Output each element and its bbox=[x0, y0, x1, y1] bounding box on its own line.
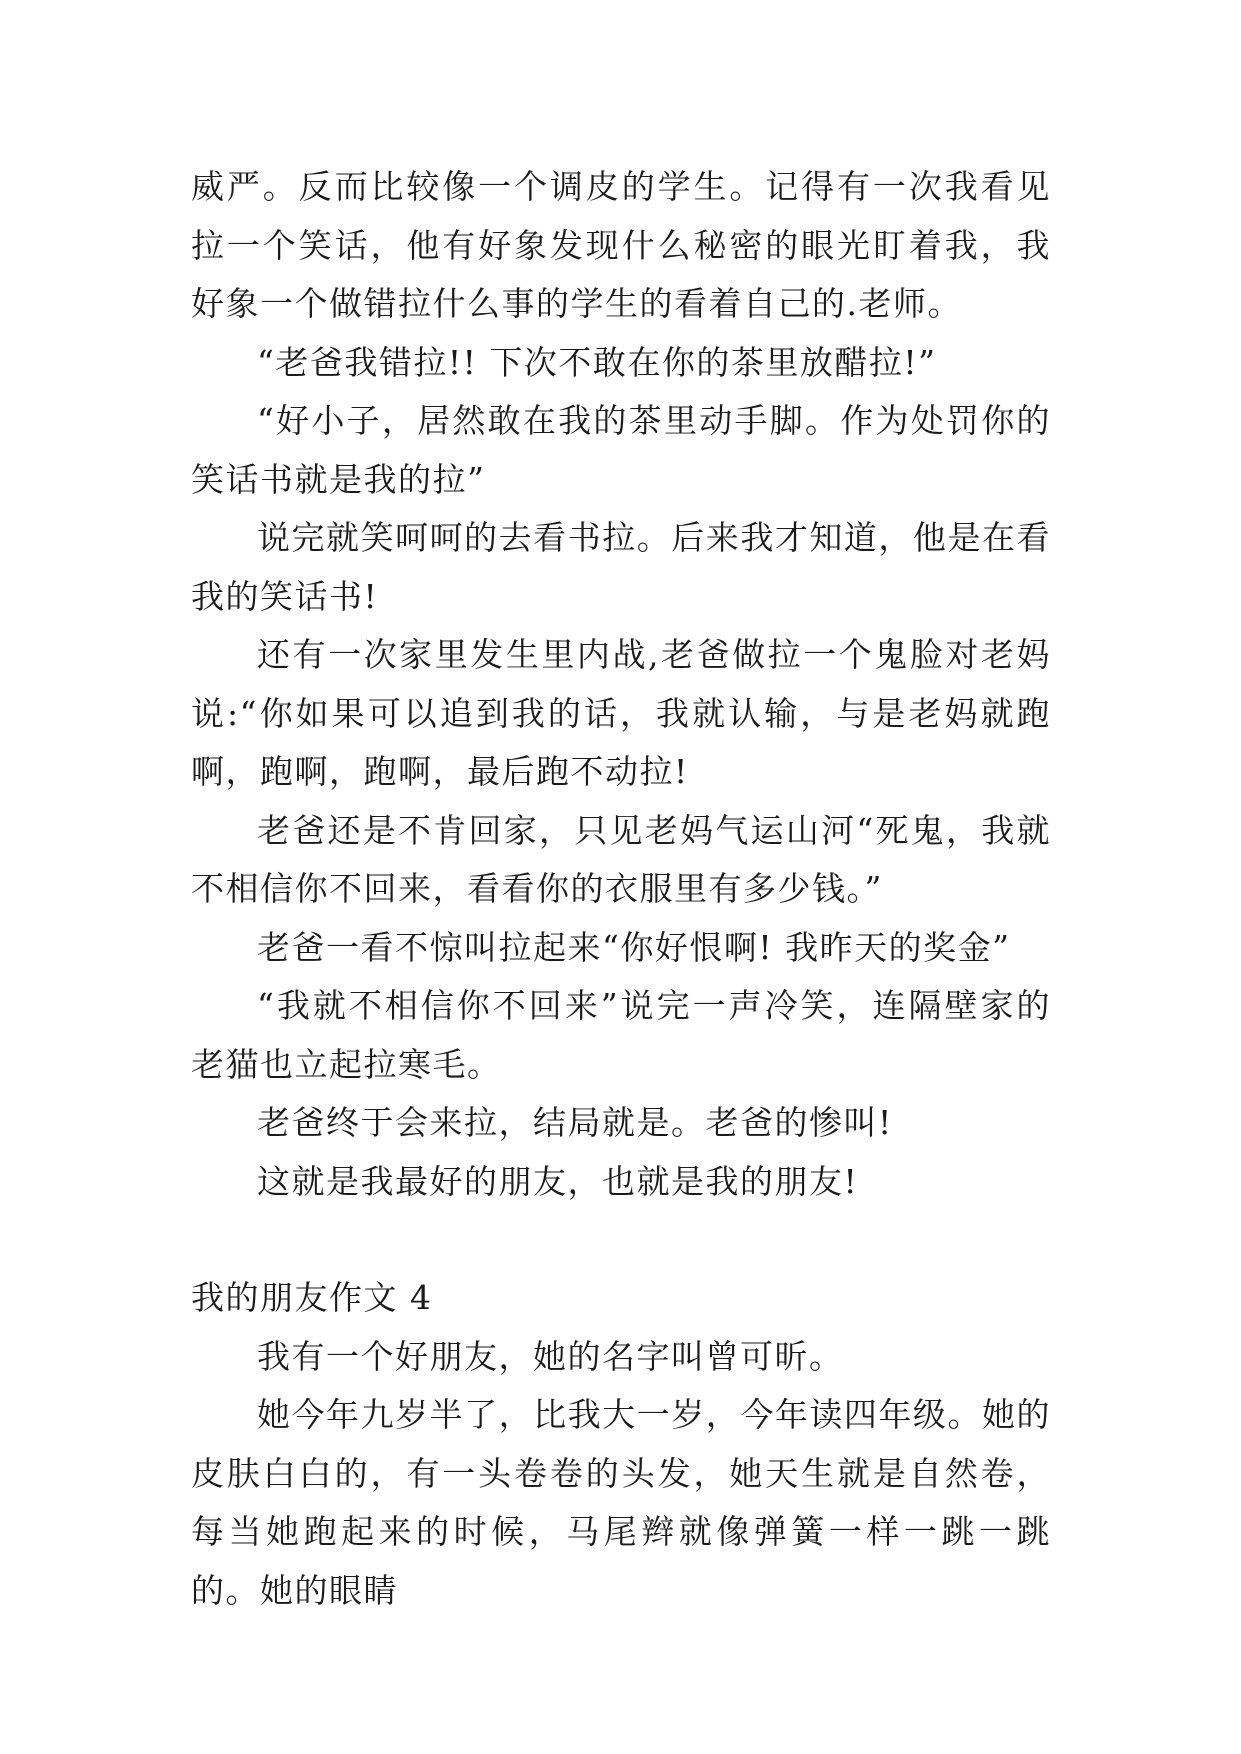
paragraph-8: “我就不相信你不回来”说完一声冷笑，连隔壁家的老猫也立起拉寒毛。 bbox=[191, 986, 1051, 1084]
paragraph-7: 老爸一看不惊叫拉起来“你好恨啊! 我昨天的奖金” bbox=[257, 927, 1011, 967]
section-paragraph-2: 她今年九岁半了，比我大一岁，今年读四年级。她的皮肤白白的，有一头卷卷的头发，她天生就是自然卷，每当她跑起来的时候，马尾辫就像弹簧一样一跳一跳的。她的眼睛 bbox=[191, 1395, 1051, 1610]
document-page bbox=[191, 158, 1051, 1620]
paragraph-2: “老爸我错拉!! 下次不敢在你的茶里放醋拉!” bbox=[257, 342, 937, 382]
paragraph-4: 说完就笑呵呵的去看书拉。后来我才知道，他是在看我的笑话书! bbox=[191, 518, 1051, 616]
paragraph-10: 这就是我最好的朋友，也就是我的朋友! bbox=[257, 1161, 859, 1201]
section-title: 我的朋友作文 4 bbox=[191, 1278, 433, 1317]
paragraph-3: “好小子，居然敢在我的茶里动手脚。作为处罚你的笑话书就是我的拉” bbox=[191, 401, 1051, 499]
paragraph-9: 老爸终于会来拉，结局就是。老爸的惨叫! bbox=[257, 1103, 893, 1142]
paragraph-5: 还有一次家里发生里内战,老爸做拉一个鬼脸对老妈说:“你如果可以追到我的话，我就认输，与是老妈就跑啊，跑啊，跑啊，最后跑不动拉! bbox=[191, 635, 1051, 791]
paragraph-1: 威严。反而比较像一个调皮的学生。记得有一次我看见拉一个笑话，他有好象发现什么秘密的眼光盯着我，我好象一个做错拉什么事的学生的看着自己的.老师。 bbox=[191, 167, 1051, 323]
paragraph-6: 老爸还是不肯回家，只见老妈气运山河“死鬼，我就不相信你不回来，看看你的衣服里有多少钱。” bbox=[191, 810, 1051, 908]
section-paragraph-1: 我有一个好朋友，她的名字叫曾可昕。 bbox=[257, 1336, 844, 1376]
